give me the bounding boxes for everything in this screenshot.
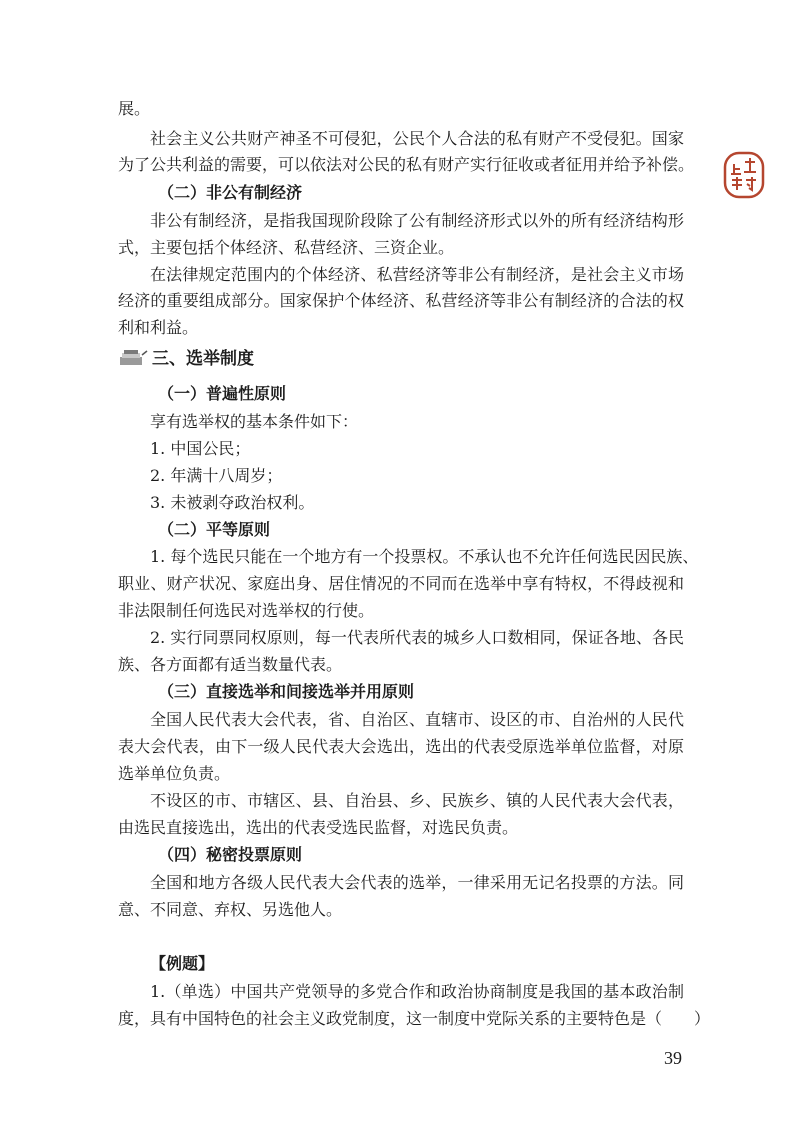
- text-line: 非法限制任何选民对选举权的行使。: [118, 601, 375, 620]
- text-line: 选举单位负责。: [118, 764, 231, 783]
- section-heading: （二）平等原则: [158, 520, 271, 539]
- text-line: 利和利益。: [118, 318, 199, 337]
- question-line: 1.（单选）中国共产党领导的多党合作和政治协商制度是我国的基本政治制: [150, 982, 684, 1001]
- text-line: 表大会代表，由下一级人民代表大会选出，选出的代表受原选举单位监督，对原: [118, 737, 684, 756]
- text-line: 职业、财产状况、家庭出身、居住情况的不同而在选举中享有特权，不得歧视和: [118, 574, 684, 593]
- text-line: 1. 每个选民只能在一个地方有一个投票权。不承认也不允许任何选民因民族、: [150, 547, 699, 566]
- section-heading: （四）秘密投票原则: [158, 845, 303, 864]
- seal-icon: [722, 150, 766, 200]
- section-heading: （三）直接选举和间接选举并用原则: [158, 682, 415, 701]
- text-line: 为了公共利益的需要，可以依法对公民的私有财产实行征收或者征用并给予补偿。: [118, 155, 695, 174]
- text-line: 享有选举权的基本条件如下：: [150, 412, 359, 431]
- text-line: 展。: [118, 99, 151, 118]
- text-line: 全国人民代表大会代表，省、自治区、直辖市、设区的市、自治州的人民代: [150, 710, 684, 729]
- text-line: 社会主义公共财产神圣不可侵犯，公民个人合法的私有财产不受侵犯。国家: [150, 129, 684, 148]
- chapter-heading: [118, 348, 684, 370]
- text-line: 1. 中国公民；: [150, 439, 251, 458]
- section-heading: （一）普遍性原则: [158, 384, 287, 403]
- section-heading: （二）非公有制经济: [158, 183, 303, 202]
- page-number: 39: [664, 1048, 682, 1068]
- text-line: 式，主要包括个体经济、私营经济、三资企业。: [118, 238, 455, 257]
- example-heading: 【例题】: [150, 954, 215, 973]
- book-icon: [118, 349, 148, 369]
- text-line: 全国和地方各级人民代表大会代表的选举，一律采用无记名投票的方法。同: [150, 873, 684, 892]
- text-line: 2. 实行同票同权原则，每一代表所代表的城乡人口数相同，保证各地、各民: [150, 628, 684, 647]
- text-line: 3. 未被剥夺政治权利。: [150, 493, 315, 512]
- text-line: 经济的重要组成部分。国家保护个体经济、私营经济等非公有制经济的合法的权: [118, 291, 684, 310]
- text-line: 2. 年满十八周岁；: [150, 466, 283, 485]
- text-line: 意、不同意、弃权、另选他人。: [118, 900, 343, 919]
- text-line: 族、各方面都有适当数量代表。: [118, 655, 343, 674]
- text-line: 由选民直接选出，选出的代表受选民监督，对选民负责。: [118, 818, 519, 837]
- chapter-heading-text: 三、选举制度: [152, 349, 254, 369]
- text-line: 非公有制经济，是指我国现阶段除了公有制经济形式以外的所有经济结构形: [150, 211, 684, 230]
- seal-stamp: [722, 150, 766, 200]
- text-line: 在法律规定范围内的个体经济、私营经济等非公有制经济，是社会主义市场: [150, 265, 684, 284]
- text-line: 不设区的市、市辖区、县、自治县、乡、民族乡、镇的人民代表大会代表，: [150, 791, 684, 810]
- question-line: 度，具有中国特色的社会主义政党制度，这一制度中党际关系的主要特色是（ ）: [118, 1009, 711, 1028]
